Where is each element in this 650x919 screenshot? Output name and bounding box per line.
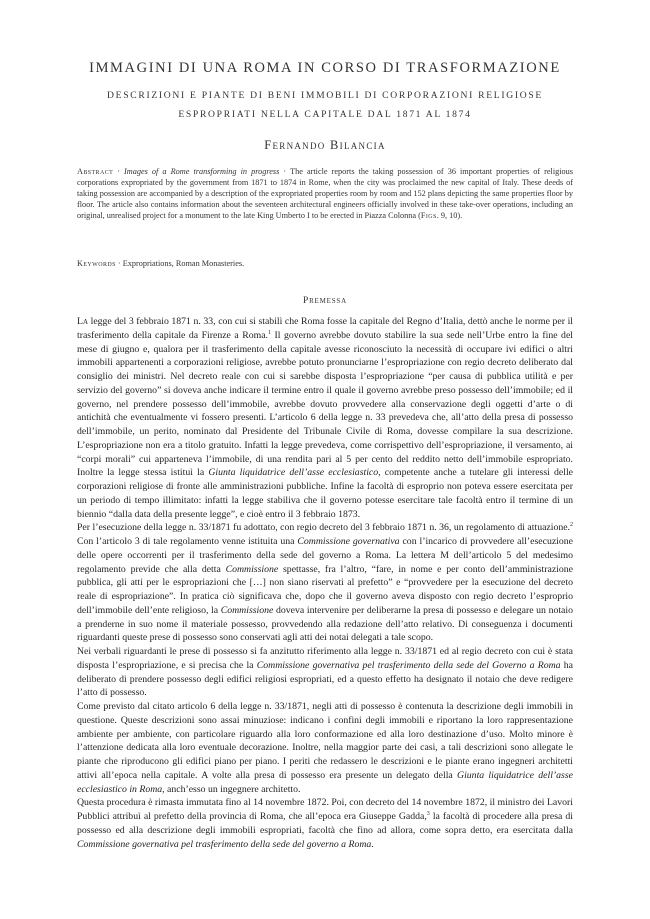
keywords [77, 258, 573, 269]
paragraph-3-text-b: ha deliberato di prendere possesso degli edifici religiosi espropriati, ed a questo effetto ha designato il notaio che deve redigere l’atto di possesso. [77, 659, 573, 699]
paragraph-2-text-b: Con l’articolo 3 di tale regolamento venne istituita una [77, 536, 298, 547]
paragraph-2-text-c: con l’incarico di provvedere all’esecuzione delle opere occorrenti per il trasferimento della sede del governo a Roma. La lettera M dell’articolo 5 del medesimo regolamento previde che alla detta [77, 536, 573, 575]
paragraph-2-italic-3: Commissione [220, 604, 274, 616]
body-text [77, 315, 573, 851]
keywords-label: Keywords [77, 259, 116, 268]
paragraph-2-text-e: doveva intervenire per deliberarne la presa di possesso e delegare un notaio a prenderne in suo nome il materiale possesso, provvedendo alla redazione dell’atto relativo. Di conseguenza i documenti riguardanti queste prese di possesso sono conservati agli atti dei notai delegati a tale scopo. [77, 604, 573, 644]
paragraph-4-text-b: , anch’esso un ingegnere architetto. [162, 783, 301, 795]
paragraph-2-text-a: Per l’esecuzione della legge n. 33/1871 fu adottato, con regio decreto del 3 febbraio 1871 n. 36, un regolamento di attuazione. [77, 522, 570, 534]
paragraph-5-text-b: la facoltà di procedere alla presa di possesso ed alla descrizione degli immobili espropriati, facoltà che fino ad allora, come sopra detto, era esercitata dalla [77, 811, 573, 836]
paragraph-4 [77, 700, 573, 796]
paragraph-2 [77, 521, 573, 645]
paragraph-2-text-d: spettasse, fra l’altro, “fare, in nome e per conto dell’amministrazione pubblica, gli atti per le espropriazioni che […] non siano riservati al prefetto” e “provvedere per la esecuzione del decreto reale di espropriazione”. In pratica ciò significava che, dopo che il governo aveva disposto con regio decreto l’esproprio dell’immobile dell’ente religioso, la [77, 563, 573, 616]
paragraph-1-text-c: , competente anche a tutelare gli interessi delle corporazioni religiose di fronte alle amministrazioni pubbliche. Infine la facoltà di esproprio non poteva essere esercitata per un periodo di tempo illimitato: infatti la legge stabiliva che il governo potesse esercitare tale facoltà entro il termine di un biennio “dalla data della presente legge”, e cioè entro il 3 febbraio 1873. [77, 467, 573, 520]
paragraph-4-text-a: Come previsto dal citato articolo 6 della legge n. 33/1871, negli atti di possesso è contenuta la descrizione degli immobili in questione. Queste descrizioni sono assai minuziose: indicano i confini degli immobili e riportano la loro rappresentazione ambiente per ambiente, con particolare riguardo alla loro conformazione ed alla loro destinazione d’uso. Molto minore è l’attenzione dedicata alla loro eventuale decorazione. Inoltre, nella maggior parte dei casi, a tali descrizioni sono allegate le piante che riproducono gli edifici piano per piano. I periti che redassero le descrizioni e le piante erano ingegneri architetti attivi all’epoca nella capitale. A volte alla presa di possesso era presente un delegato della [77, 701, 573, 781]
footnote-ref-1: 1 [268, 329, 271, 336]
paragraph-3-text-a: Nei verbali riguardanti le prese di possesso si fa anzitutto riferimento alla legge n. 33/1871 ed al regio decreto con cui è stata disposta l’espropriazione, e si precisa che la [77, 646, 573, 671]
abstract-title: Images of a Rome transforming in progress [124, 167, 280, 176]
abstract-figs: Figs [420, 211, 437, 220]
paragraph-5 [77, 796, 573, 851]
paragraph-2-italic-2: Commissione [225, 563, 279, 575]
footnote-ref-3: 3 [426, 810, 430, 817]
footnote-ref-2: 2 [570, 522, 573, 528]
abstract-text: · The article reports the taking possession of 36 important properties of religious corporations expropriated by the government from 1871 to 1874 in Rome, when the city was proclaimed the new capital of Italy. These deeds of taking possession are accompanied by a description of the expropriated properties room by room and 152 plans depicting the same properties floor by floor. The article also contains information about the seventeen architectural engineers officially involved in these take-over operations, including an original, unrealised project for a monument to the late King Umberto I to be erected in Piazza Colonna ( [77, 167, 573, 220]
paragraph-1 [77, 315, 573, 521]
paragraph-5-text-a: Questa procedura è rimasta immutata fino al 14 novembre 1872. Poi, con decreto del 14 novembre 1872, il ministro dei Lavori Pubblici attribuì al prefetto della provincia di Roma, che all’epoca era Giuseppe Gadda, [77, 797, 573, 822]
paragraph-5-italic: Commissione governativa pel trasferimento della sede del governo a Roma [77, 838, 372, 850]
paragraph-3 [77, 645, 573, 700]
author-name [0, 138, 650, 153]
keywords-text: · Expropriations, Roman Monasteries. [115, 259, 245, 268]
paragraph-2-italic-1: Commissione governativa [297, 536, 400, 547]
abstract-text-end: . 9, 10). [436, 211, 463, 220]
abstract-sep: · [113, 167, 125, 176]
author-text: Fernando Bilancia [264, 138, 386, 152]
paper-title: IMMAGINI DI UNA ROMA IN CORSO DI TRASFORMAZIONE [89, 60, 561, 76]
paper-subtitle: DESCRIZIONI E PIANTE DI BENI IMMOBILI DI CORPORAZIONI RELIGIOSE ESPROPRIATI NELLA CAPITALE DAL 1871 AL 1874 [107, 90, 543, 120]
abstract [77, 166, 573, 221]
paragraph-1-text-a: legge del 3 febbraio 1871 n. 33, con cui si stabilì che Roma fosse la capitale del Regno d’Italia, dettò anche le norme per il trasferimento della capitale da Firenze a Roma. [77, 316, 573, 341]
paragraph-5-text-c: . [371, 838, 374, 850]
abstract-label: Abstract [77, 167, 114, 176]
paragraph-1-dropcap: La [77, 316, 89, 327]
section-heading: Premessa [303, 296, 347, 306]
paragraph-4-italic: Giunta liquidatrice dell’asse ecclesiastico in Roma [77, 769, 573, 795]
paragraph-1-italic: Giunta liquidatrice dell’asse ecclesiastico [208, 467, 379, 479]
paragraph-3-italic: Commissione governativa pel trasferimento della sede del Governo a Roma [256, 659, 561, 671]
paragraph-1-text-b: Il governo avrebbe dovuto stabilire la sua sede nell’Urbe entro la fine del mese di giugno e, qualora per il trasferimento della capitale avesse riconosciuto la necessità di occupare ivi edifici o altri immobili appartenenti a corporazioni religiose, avrebbe potuto pronunciarne l’espropriazione con regio decreto deliberato dal consiglio dei ministri. Nel decreto reale con cui si sarebbe disposta l’espropriazione “per causa di pubblica utilità e per servizio del governo” si doveva anche indicare il termine entro il quale il governo avrebbe preso possesso dell’immobile; ed il governo, nel prendere possesso dell’immobile, avrebbe dovuto provvedere alla conservazione degli oggetti d’arte o di antichità che eventualmente vi fossero presenti. L’articolo 6 della legge n. 33 prevedeva che, all’atto della presa di possesso dell’immobile, un perito, nominato dal Presidente del Tribunale Civile di Roma, dovesse compilare la sua descrizione. L’espropriazione non era a titolo gratuito. Infatti la legge prevedeva, come corrispettivo dell’espropriazione, il versamento, ai “corpi morali” cui appartenevа l’immobile, di una rendita pari al 5 per cento del reddito netto dell’immobile espropriato. Inoltre la legge stessa istituì la [77, 329, 573, 479]
